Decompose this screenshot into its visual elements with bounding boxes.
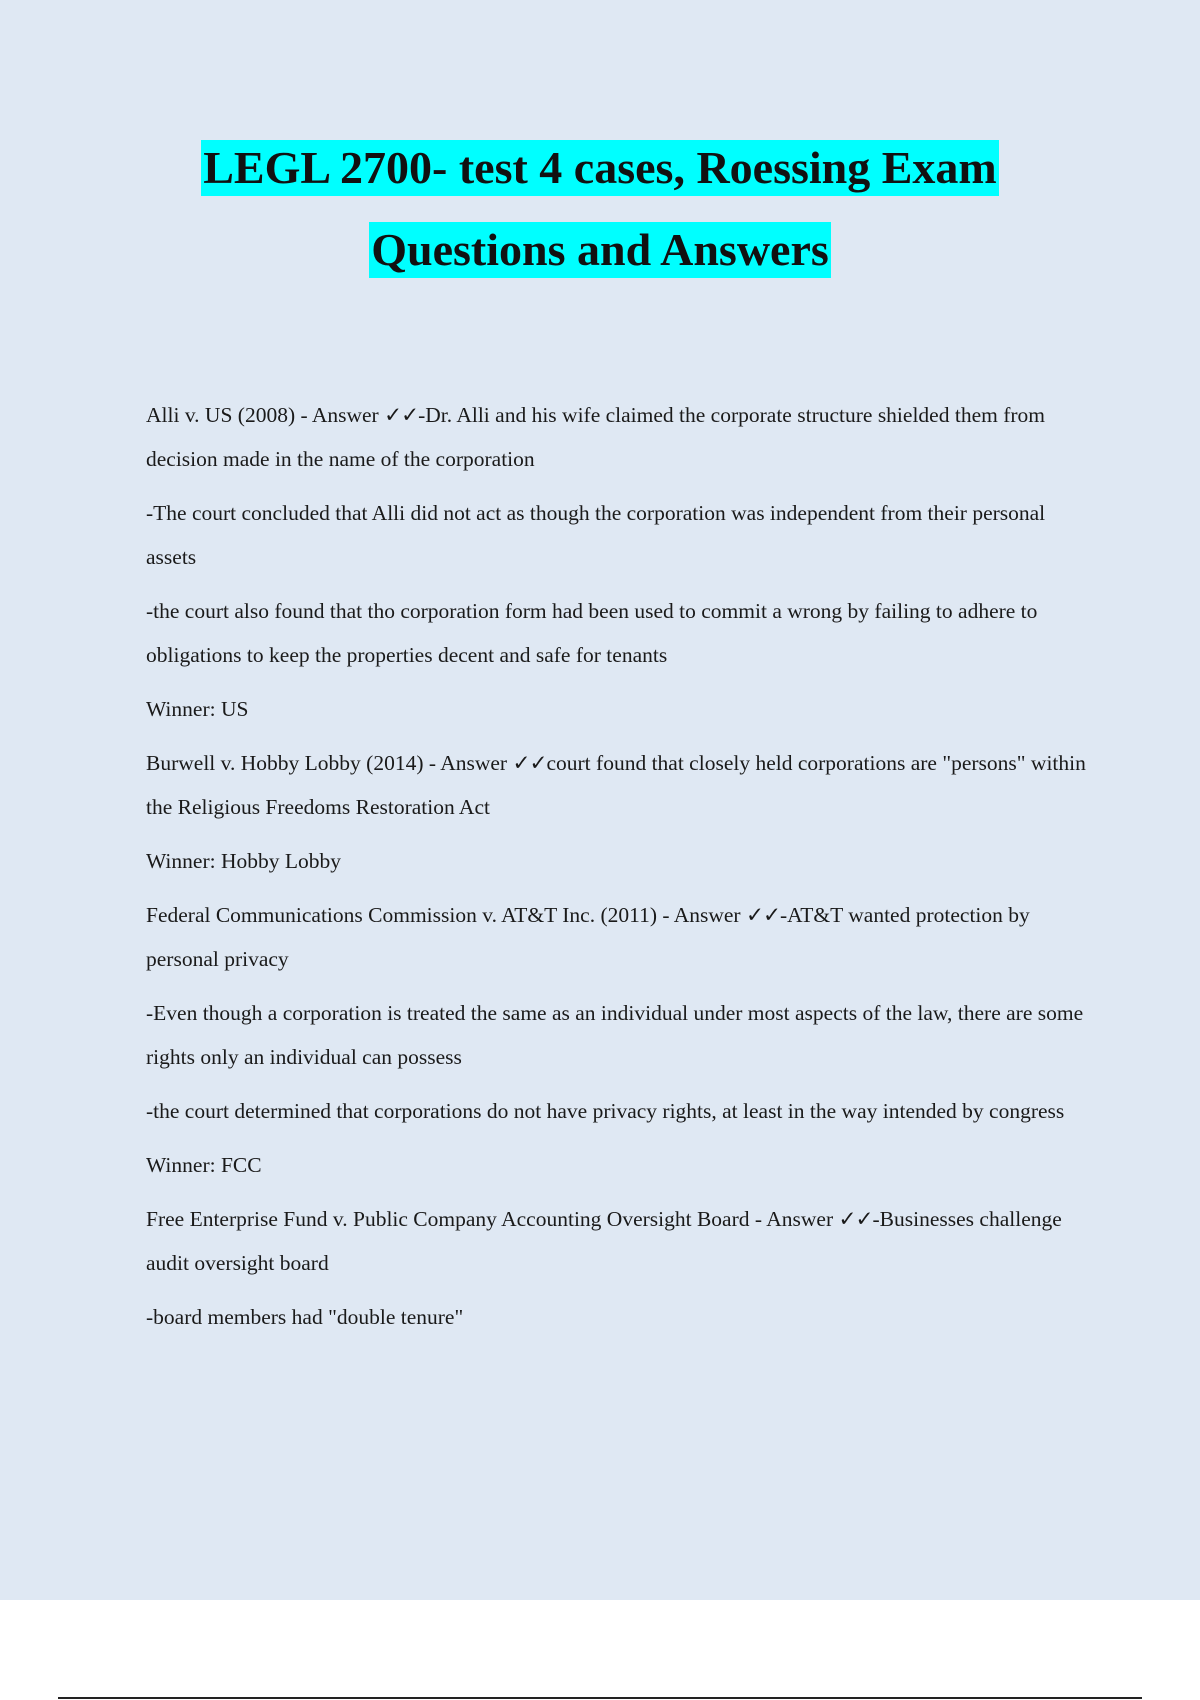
title-line-2: Questions and Answers — [369, 222, 831, 278]
case-title: Federal Communications Commission v. AT&T Inc. (2011) - Answer — [146, 903, 746, 927]
case-title: Burwell v. Hobby Lobby (2014) - Answer — [146, 751, 513, 775]
answer-point: -the court determined that corporations do not have privacy rights, at least in the way intended by congress — [146, 1099, 1065, 1123]
case-question-hobby-lobby — [146, 741, 1096, 829]
winner-line: Winner: FCC — [146, 1153, 262, 1177]
footer-divider — [58, 1697, 1142, 1699]
answer-point: -Even though a corporation is treated the same as an individual under most aspects of the law, there are some rights only an individual can possess — [146, 1001, 1084, 1069]
case-title: Free Enterprise Fund v. Public Company Accounting Oversight Board - Answer — [146, 1207, 839, 1231]
case-question-fcc — [146, 893, 1096, 981]
case-answer: -AT&T wanted protection by personal privacy — [146, 903, 1030, 971]
title-line-1: LEGL 2700- test 4 cases, Roessing Exam — [201, 140, 999, 196]
qa-content — [146, 393, 1096, 1339]
winner-line: Winner: US — [146, 697, 249, 721]
answer-point: -board members had "double tenure" — [146, 1305, 464, 1329]
case-question-free-enterprise — [146, 1197, 1096, 1285]
winner-line: Winner: Hobby Lobby — [146, 849, 341, 873]
case-answer: court found that closely held corporations are "persons" within the Religious Freedoms Restoration Act — [146, 751, 1086, 819]
answer-point: -The court concluded that Alli did not act as though the corporation was independent from their personal assets — [146, 501, 1046, 569]
double-check-icon: ✓✓ — [745, 903, 780, 927]
answer-point: -the court also found that tho corporation form had been used to commit a wrong by failing to adhere to obligations to keep the properties decent and safe for tenants — [146, 599, 1038, 667]
case-answer: -Businesses challenge audit oversight board — [146, 1207, 1062, 1275]
case-question-alli — [146, 393, 1096, 481]
document-title — [0, 140, 1200, 278]
case-title: Alli v. US (2008) - Answer — [146, 403, 385, 427]
double-check-icon: ✓✓ — [512, 751, 547, 775]
double-check-icon: ✓✓ — [838, 1207, 873, 1231]
double-check-icon: ✓✓ — [384, 403, 419, 427]
case-answer: -Dr. Alli and his wife claimed the corporate structure shielded them from decision made in the name of the corporation — [146, 403, 1046, 471]
